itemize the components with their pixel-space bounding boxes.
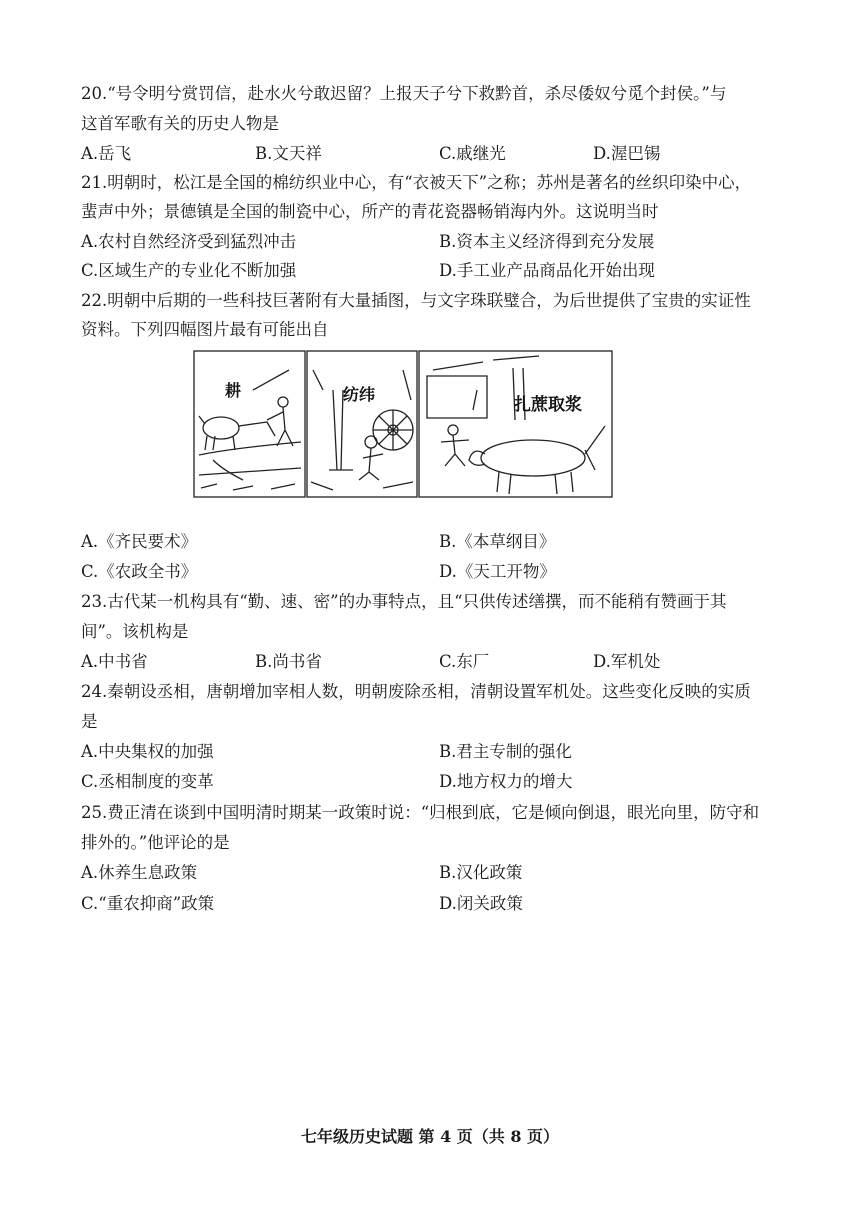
q25-stem-line1: 25.费正清在谈到中国明清时期某一政策时说：“归根到底，它是倾向倒退，眼光向里，防守和 xyxy=(81,803,760,822)
plowing-illustration xyxy=(199,370,301,490)
q20-option-b: B.文天祥 xyxy=(255,144,322,163)
figure-label-plow: 耕 xyxy=(225,381,242,400)
q24-stem-line2: 是 xyxy=(81,712,98,731)
illustration-panels xyxy=(193,350,613,498)
sugarcane-illustration xyxy=(427,356,605,494)
q21-stem-line2: 蜚声中外；景德镇是全国的制瓷中心，所产的青花瓷器畅销海内外。这说明当时 xyxy=(81,202,659,221)
q24-option-c: C.丞相制度的变革 xyxy=(81,772,214,791)
q22-option-b: B.《本草纲目》 xyxy=(439,532,556,551)
q20-stem-line1: 20.“号令明兮赏罚信，赴水火兮敢迟留？上报天子兮下救黔首，杀尽倭奴兮觅个封侯。”与 xyxy=(81,84,727,103)
q22-option-a: A.《齐民要术》 xyxy=(81,532,198,551)
q23-stem-line1: 23.古代某一机构具有“勤、速、密”的办事特点，且“只供传述缮撰，而不能稍有赞画于其 xyxy=(81,592,727,611)
q23-option-d: D.军机处 xyxy=(593,652,661,671)
panel-spinning-frame xyxy=(307,351,417,497)
q25-option-b: B.汉化政策 xyxy=(439,863,523,882)
q21-option-a: A.农村自然经济受到猛烈冲击 xyxy=(81,232,297,251)
q20-option-c: C.戚继光 xyxy=(439,144,506,163)
q25-stem-line2: 排外的。”他评论的是 xyxy=(81,833,230,852)
q24-stem-line1: 24.秦朝设丞相，唐朝增加宰相人数，明朝废除丞相，清朝设置军机处。这些变化反映的实质 xyxy=(81,682,751,701)
q25-option-d: D.闭关政策 xyxy=(439,894,523,913)
page-footer: 七年级历史试题 第 4 页（共 8 页） xyxy=(300,1127,560,1146)
figure-label-sugarcane: 扎蔗取浆 xyxy=(514,395,582,415)
q22-option-c: C.《农政全书》 xyxy=(81,562,198,581)
q20-stem-line2: 这首军歌有关的历史人物是 xyxy=(81,114,279,133)
q23-option-a: A.中书省 xyxy=(81,652,148,671)
q22-option-d: D.《天工开物》 xyxy=(439,562,556,581)
q20-option-d: D.渥巴锡 xyxy=(593,144,661,163)
q21-option-c: C.区域生产的专业化不断加强 xyxy=(81,261,297,280)
q25-option-a: A.休养生息政策 xyxy=(81,863,198,882)
q21-stem-line1: 21.明朝时，松江是全国的棉纺织业中心，有“衣被天下”之称；苏州是著名的丝织印染中心， xyxy=(81,173,752,192)
q21-option-d: D.手工业产品商品化开始出现 xyxy=(439,261,655,280)
q25-option-c: C.“重农抑商”政策 xyxy=(81,894,215,913)
q24-option-d: D.地方权力的增大 xyxy=(439,772,573,791)
q22-stem-line1: 22.明朝中后期的一些科技巨著附有大量插图，与文字珠联璧合，为后世提供了宝贵的实证性 xyxy=(81,291,751,310)
q22-stem-line2: 资料。下列四幅图片最有可能出自 xyxy=(81,320,329,339)
figure-label-spin: 纺纬 xyxy=(343,385,376,404)
q21-option-b: B.资本主义经济得到充分发展 xyxy=(439,232,655,251)
q20-option-a: A.岳飞 xyxy=(81,144,132,163)
q23-option-c: C.东厂 xyxy=(439,652,490,671)
q23-stem-line2: 间”。该机构是 xyxy=(81,622,189,641)
q24-option-a: A.中央集权的加强 xyxy=(81,742,214,761)
q24-option-b: B.君主专制的强化 xyxy=(439,742,572,761)
q23-option-b: B.尚书省 xyxy=(255,652,322,671)
